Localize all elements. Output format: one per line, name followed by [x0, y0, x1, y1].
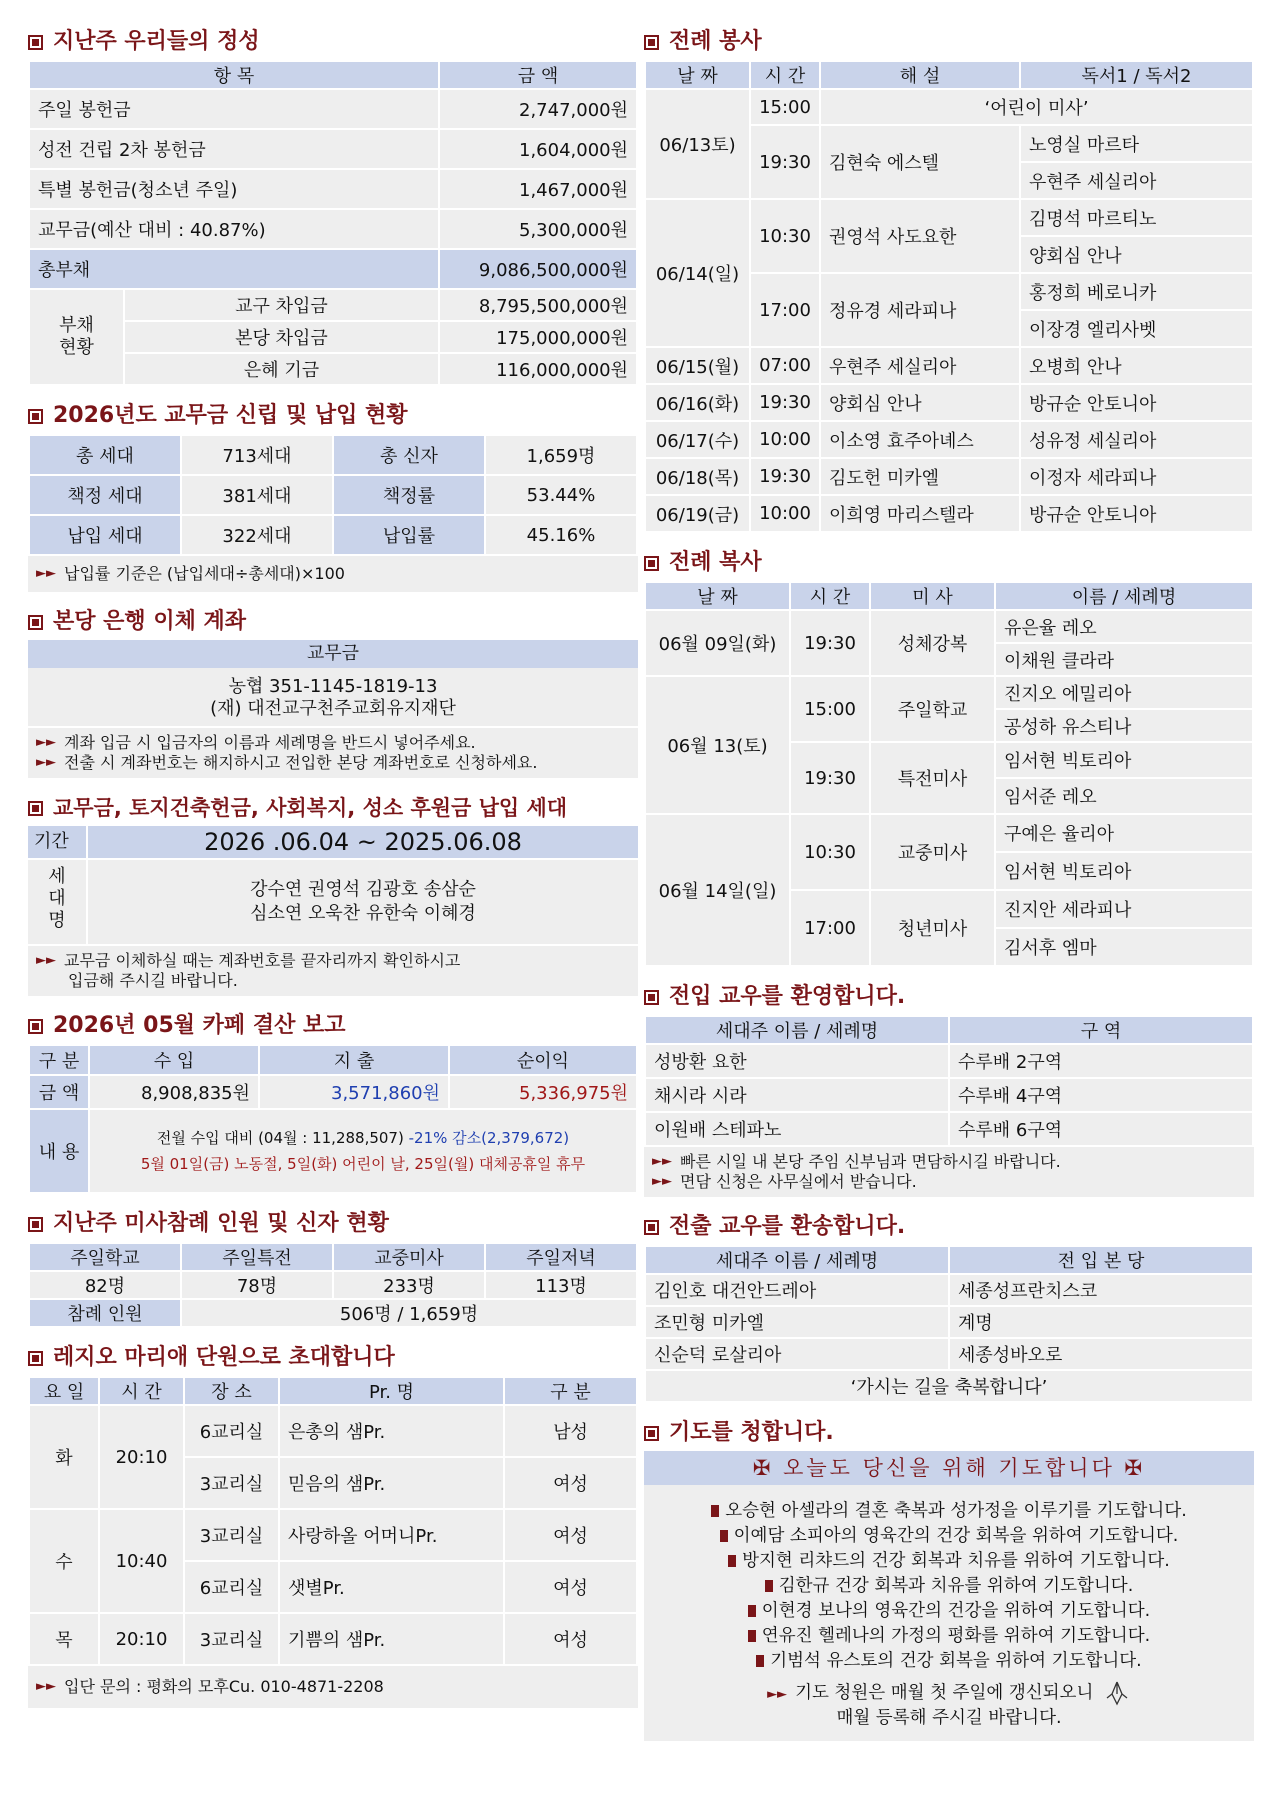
welcome-section: [644, 979, 1254, 1197]
offering-table: 항 목 금 액 주일 봉헌금 2,747,000원 성전 건립 2차 봉헌금 1,604,000원 특별 봉헌금(청소년 주일) 1,467,000원 교무금(예산 대비 : 40.87%) 5,300,000원 총부채 9,086,500,000원 부채 현황 교구 차입금 8,795,500,000원 본당 차입금 175,000,000원 은혜 기금 116,000,000원: [28, 60, 638, 386]
liturgy-table: 날 짜 시 간 해 설 독서1 / 독서2 06/13토) 15:00 ‘어린이 미사’ 19:30 김현숙 에스텔 노영실 마르타 우현주 세실리아 06/14(일) 10:30 권영석 사도요한 김명석 마르티노 양회심 안나 17:00 정유경 세라피나 홍정희 베로니카 이장경 엘리사벳 06/15(월) 07:00 우현주 세실리아 오병희 안나 06/16(화) 19:30 양회심 안나 방규순 안토니아 06/17(수) 10:00 이소영 효주아녜스 성유정 세실리아 06/18(목) 19:30 김도헌 미카엘 이정자 세라피나 06/19(금) 10:00 이희영 마리스텔라 방규순 안토니아: [644, 60, 1254, 533]
cafe-table: 구 분 수 입 지 출 순이익 금 액 8,908,835원 3,571,860원 5,336,975원 내 용 전월 수입 대비 (04월 : 11,288,507) -21% 감소(2,379,672) 5월 01일(금) 노동절, 5일(화) 어린이 날, 25일(월) 대체공휴일 휴무: [28, 1044, 638, 1194]
prayer-list: 오승현 아셀라의 결혼 축복과 성가정을 이루기를 기도합니다. 이예담 소피아의 영육간의 건강 회복을 위하여 기도합니다. 방지현 리챠드의 건강 회복과 치유를 위하여 기도합니다. 김한규 건강 회복과 치유를 위하여 기도합니다. 이현경 보나의 영육간의 건강을 위하여 기도합니다. 연유진 헬레나의 가정의 평화를 위하여 기도합니다. 기범석 유스토의 건강 회복을 위하여 기도합니다. ►► 기도 청원은 매월 첫 주일에 갱신되오니 매월 등록해 주시길 바랍니다.: [644, 1485, 1254, 1741]
arrow-icon: ►►: [36, 1679, 56, 1694]
welcome-title: 전입 교우를 환영합니다.: [644, 979, 1254, 1015]
square-bullet-icon: [644, 35, 659, 50]
donors-note: ►► 교무금 이체하실 때는 계좌번호를 끝자리까지 확인하시고 입금해 주시길 바랍니다.: [28, 944, 638, 996]
prayer-title: 기도를 청합니다.: [644, 1415, 1254, 1451]
arrow-icon: ►►: [36, 566, 56, 581]
square-bullet-icon: [28, 615, 43, 630]
donors-period: 기간 2026 .06.04 ~ 2025.06.08: [28, 826, 638, 858]
prayer-section: [644, 1415, 1254, 1741]
square-bullet-icon: [28, 1217, 43, 1232]
square-bullet-icon: [28, 801, 43, 816]
bank-section: [28, 604, 638, 778]
right-column: [644, 24, 1254, 1753]
square-bullet-icon: [28, 1019, 43, 1034]
prayer-item: 방지현 리챠드의 건강 회복과 치유를 위하여 기도합니다.: [648, 1549, 1250, 1574]
tithe-note: ►► 납입률 기준은 (납입세대÷총세대)×100: [28, 556, 638, 592]
prayer-item: 연유진 헬레나의 가정의 평화를 위하여 기도합니다.: [648, 1624, 1250, 1649]
offering-row: 특별 봉헌금(청소년 주일) 1,467,000원: [29, 169, 637, 209]
square-bullet-icon: [644, 1426, 659, 1441]
donors-title: 교무금, 토지건축헌금, 사회복지, 성소 후원금 납입 세대: [28, 790, 638, 826]
prayer-item: 오승현 아셀라의 결혼 축복과 성가정을 이루기를 기도합니다.: [648, 1499, 1250, 1524]
square-bullet-icon: [28, 35, 43, 50]
bank-account: 농협 351-1145-1819-13 (재) 대전교구천주교회유지재단: [28, 668, 638, 728]
welcome-notes: ►► 빠른 시일 내 본당 주임 신부님과 면담하시길 바랍니다. ►► 면담 신청은 사무실에서 받습니다.: [644, 1147, 1254, 1197]
legio-table: 요 일 시 간 장 소 Pr. 명 구 분 화 20:10 6교리실 은총의 샘Pr. 남성 3교리실 믿음의 샘Pr. 여성 수 10:40 3교리실 사랑하올 어머니Pr. 여성 6교리실 샛별Pr. 여성 목 20:10 3교리실 기쁨의 샘Pr. 여성: [28, 1376, 638, 1666]
offering-row: 주일 봉헌금 2,747,000원: [29, 89, 637, 129]
altar-section: [644, 545, 1254, 967]
offering-row: 교무금(예산 대비 : 40.87%) 5,300,000원: [29, 209, 637, 249]
farewell-section: [644, 1209, 1254, 1403]
tithe-title: 2026년도 교무금 신립 및 납입 현황: [28, 398, 638, 434]
square-bullet-icon: [28, 409, 43, 424]
welcome-table: 세대주 이름 / 세례명 구 역 성방환 요한 수루배 2구역 채시라 시라 수루배 4구역 이원배 스테파노 수루배 6구역: [644, 1015, 1254, 1147]
prayer-item: 김한규 건강 회복과 치유를 위하여 기도합니다.: [648, 1574, 1250, 1599]
farewell-table: 세대주 이름 / 세례명 전 입 본 당 김인호 대건안드레아 세종성프란치스코 조민형 미카엘 계명 신순덕 로살리아 세종성바오로 ‘가시는 길을 축복합니다’: [644, 1245, 1254, 1403]
liturgy-row: 06/19(금) 10:00 이희영 마리스텔라 방규순 안토니아: [645, 495, 1253, 532]
arrow-icon: ►►: [652, 1174, 672, 1189]
liturgy-title: 전례 봉사: [644, 24, 1254, 60]
arrow-icon: ►►: [36, 953, 56, 968]
square-bullet-icon: [644, 556, 659, 571]
prayer-item: 이현경 보나의 영육간의 건강을 위하여 기도합니다.: [648, 1599, 1250, 1624]
legio-title: 레지오 마리애 단원으로 초대합니다: [28, 1340, 638, 1376]
bank-header: 교무금: [28, 640, 638, 668]
tithe-table: 총 세대 713세대 총 신자 1,659명 책정 세대 381세대 책정률 53.44% 납입 세대 322세대 납입률 45.16%: [28, 434, 638, 556]
offering-row: 성전 건립 2차 봉헌금 1,604,000원: [29, 129, 637, 169]
arrow-icon: ►►: [652, 1154, 672, 1169]
cafe-section: [28, 1008, 638, 1194]
liturgy-row: 06/18(목) 19:30 김도헌 미카엘 이정자 세라피나: [645, 458, 1253, 495]
attendance-section: [28, 1206, 638, 1328]
arrow-icon: ►►: [36, 755, 56, 770]
farewell-title: 전출 교우를 환송합니다.: [644, 1209, 1254, 1245]
liturgy-row: 06/17(수) 10:00 이소영 효주아녜스 성유정 세실리아: [645, 421, 1253, 458]
cafe-title: 2026년 05월 카페 결산 보고: [28, 1008, 638, 1044]
legio-contact: ►► 입단 문의 : 평화의 모후Cu. 010-4871-2208: [28, 1666, 638, 1708]
prayer-item: 이예담 소피아의 영육간의 건강 회복을 위하여 기도합니다.: [648, 1524, 1250, 1549]
total-debt-row: 총부채 9,086,500,000원: [29, 249, 637, 289]
tithe-section: [28, 398, 638, 592]
praying-hands-icon: [1103, 1680, 1131, 1706]
liturgy-row: 06/16(화) 19:30 양회심 안나 방규순 안토니아: [645, 384, 1253, 421]
offering-title: 지난주 우리들의 정성: [28, 24, 638, 60]
donors-names: 세대명 강수연 권영석 김광호 송삼순 심소연 오욱찬 유한숙 이혜경: [28, 858, 638, 944]
offering-section: [28, 24, 638, 386]
prayer-header: ✠ 오늘도 당신을 위해 기도합니다 ✠: [644, 1451, 1254, 1485]
attendance-table: 주일학교 주일특전 교중미사 주일저녁 82명 78명 233명 113명 참례 인원 506명 / 1,659명: [28, 1242, 638, 1328]
prayer-item: 기범석 유스토의 건강 회복을 위하여 기도합니다.: [648, 1649, 1250, 1674]
liturgy-row: 06/15(월) 07:00 우현주 세실리아 오병희 안나: [645, 347, 1253, 384]
liturgy-section: [644, 24, 1254, 533]
left-column: [28, 24, 638, 1720]
arrow-icon: ►►: [767, 1687, 788, 1702]
square-bullet-icon: [28, 1351, 43, 1366]
altar-table: 날 짜 시 간 미 사 이름 / 세례명 06월 09일(화) 19:30 성체강복 유은율 레오 이채원 클라라 06월 13(토) 15:00 주일학교 진지오 에밀리아 공성하 유스티나 19:30 특전미사 임서현 빅토리아 임서준 레오 06월 14일(일) 10:30 교중미사 구예은 율리아 임서현 빅토리아 17:00 청년미사 진지안 세라피나 김서후 엠마: [644, 581, 1254, 967]
attendance-title: 지난주 미사참례 인원 및 신자 현황: [28, 1206, 638, 1242]
bank-notes: ►► 계좌 입금 시 입금자의 이름과 세례명을 반드시 넣어주세요. ►► 전출 시 계좌번호는 해지하시고 전입한 본당 계좌번호로 신청하세요.: [28, 728, 638, 778]
legio-section: [28, 1340, 638, 1708]
donors-section: [28, 790, 638, 996]
altar-title: 전례 복사: [644, 545, 1254, 581]
arrow-icon: ►►: [36, 735, 56, 750]
square-bullet-icon: [644, 990, 659, 1005]
bank-title: 본당 은행 이체 계좌: [28, 604, 638, 640]
square-bullet-icon: [644, 1220, 659, 1235]
